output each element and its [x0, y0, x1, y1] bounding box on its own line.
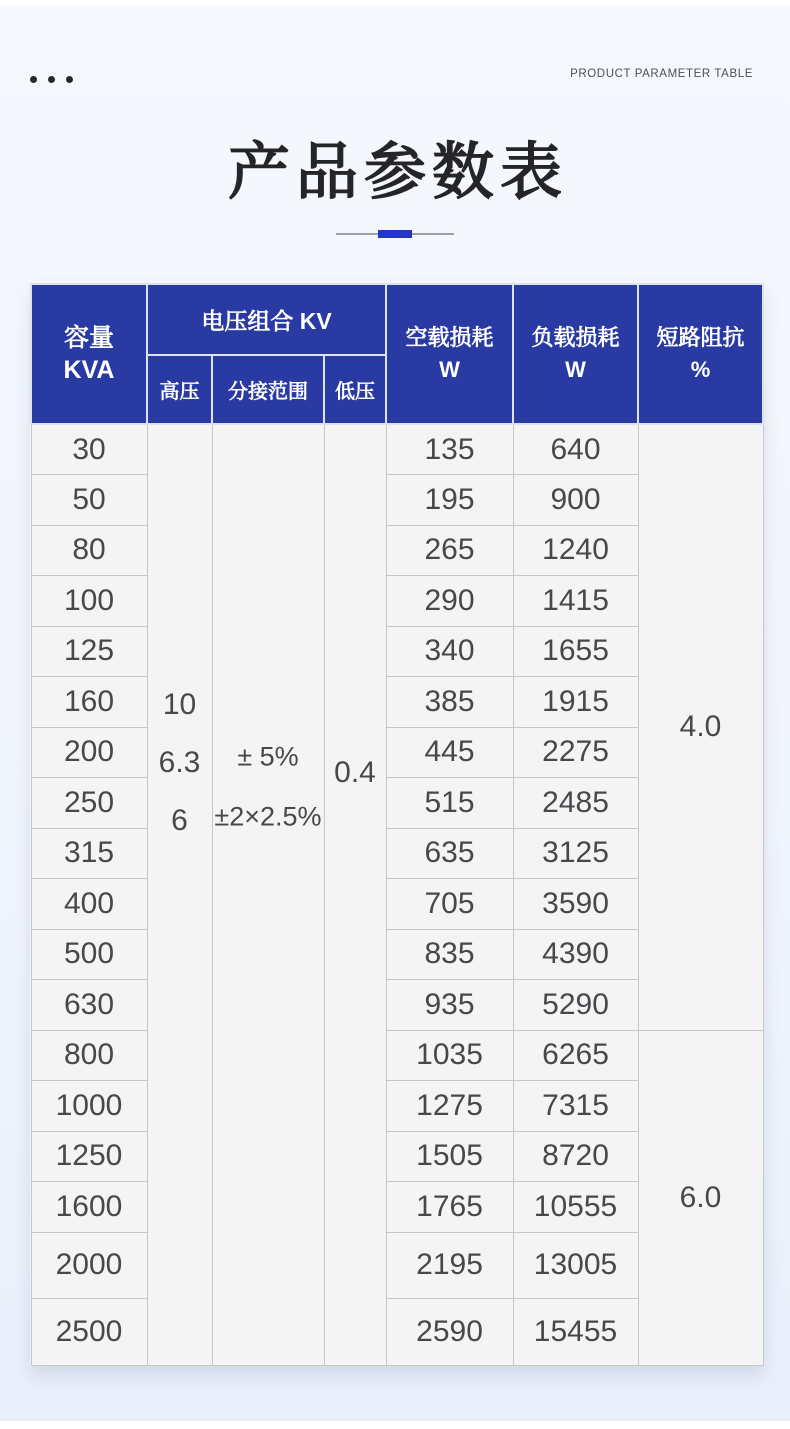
dot-icon — [48, 76, 55, 83]
header-no-load-line1: 空载损耗 — [405, 325, 494, 351]
load-loss-cell: 1655 — [513, 626, 638, 677]
capacity-cell: 500 — [31, 929, 147, 980]
parameter-table — [30, 283, 764, 1366]
merged-value: ±2×2.5% — [214, 801, 322, 832]
capacity-cell: 630 — [31, 980, 147, 1031]
capacity-cell: 2000 — [31, 1232, 147, 1299]
header-impedance — [638, 284, 763, 424]
hv-merged-cell — [147, 424, 212, 1365]
header-voltage-group: 电压组合 KV — [147, 284, 386, 355]
merged-value: 0.4 — [334, 755, 376, 789]
capacity-cell: 80 — [31, 525, 147, 576]
load-loss-cell: 900 — [513, 475, 638, 526]
table-row — [31, 424, 763, 475]
capacity-cell: 250 — [31, 778, 147, 829]
no-load-loss-cell: 515 — [386, 778, 513, 829]
header-row-1 — [31, 284, 763, 355]
load-loss-cell: 1415 — [513, 576, 638, 627]
dot-icon — [66, 76, 73, 83]
load-loss-cell: 1915 — [513, 677, 638, 728]
merged-value: 6 — [171, 804, 188, 838]
merged-value: 10 — [162, 688, 197, 722]
load-loss-cell: 3125 — [513, 828, 638, 879]
no-load-loss-cell: 1035 — [386, 1030, 513, 1081]
title-divider — [0, 227, 790, 239]
load-loss-cell: 13005 — [513, 1232, 638, 1299]
capacity-cell: 2500 — [31, 1299, 147, 1366]
no-load-loss-cell: 1275 — [386, 1081, 513, 1132]
header-load-loss — [513, 284, 638, 424]
header-impedance-line1: 短路阻抗 — [656, 325, 745, 351]
table-body — [31, 424, 763, 1365]
no-load-loss-cell: 2195 — [386, 1232, 513, 1299]
capacity-cell: 400 — [31, 879, 147, 930]
capacity-cell: 100 — [31, 576, 147, 627]
capacity-cell: 50 — [31, 475, 147, 526]
capacity-cell: 30 — [31, 424, 147, 475]
load-loss-cell: 7315 — [513, 1081, 638, 1132]
load-loss-cell: 2485 — [513, 778, 638, 829]
divider-accent-bar — [378, 230, 412, 238]
merged-value: 6.3 — [158, 746, 201, 780]
no-load-loss-cell: 935 — [386, 980, 513, 1031]
dot-icon — [30, 76, 37, 83]
header-no-load-line2: W — [439, 357, 460, 382]
capacity-cell: 1600 — [31, 1182, 147, 1233]
merged-value: ± 5% — [237, 741, 299, 772]
capacity-cell: 1250 — [31, 1131, 147, 1182]
no-load-loss-cell: 195 — [386, 475, 513, 526]
no-load-loss-cell: 340 — [386, 626, 513, 677]
no-load-loss-cell: 385 — [386, 677, 513, 728]
impedance-cell: 6.0 — [638, 1030, 763, 1365]
table-row — [31, 1030, 763, 1081]
capacity-cell: 200 — [31, 727, 147, 778]
parameter-table-container — [30, 283, 764, 1366]
header-load-line2: W — [565, 357, 586, 382]
load-loss-cell: 15455 — [513, 1299, 638, 1366]
load-loss-cell: 4390 — [513, 929, 638, 980]
load-loss-cell: 1240 — [513, 525, 638, 576]
no-load-loss-cell: 835 — [386, 929, 513, 980]
table-header — [31, 284, 763, 424]
eyebrow-label: PRODUCT PARAMETER TABLE — [570, 68, 753, 80]
no-load-loss-cell: 445 — [386, 727, 513, 778]
impedance-cell: 4.0 — [638, 424, 763, 1030]
no-load-loss-cell: 705 — [386, 879, 513, 930]
no-load-loss-cell: 265 — [386, 525, 513, 576]
no-load-loss-cell: 635 — [386, 828, 513, 879]
header-load-line1: 负载损耗 — [531, 325, 620, 351]
header-capacity — [31, 284, 147, 424]
header-hv: 高压 — [147, 355, 212, 424]
capacity-cell: 160 — [31, 677, 147, 728]
page-title: 产品参数表 — [227, 138, 568, 207]
no-load-loss-cell: 2590 — [386, 1299, 513, 1366]
header-capacity-line2: KVA — [63, 356, 115, 384]
hv-merged-cell-values — [148, 690, 212, 836]
header-lv: 低压 — [324, 355, 386, 424]
header-no-load-loss — [386, 284, 513, 424]
header-tap-range: 分接范围 — [212, 355, 324, 424]
tap-merged-cell-values — [213, 743, 324, 830]
capacity-cell: 1000 — [31, 1081, 147, 1132]
load-loss-cell: 2275 — [513, 727, 638, 778]
no-load-loss-cell: 1505 — [386, 1131, 513, 1182]
no-load-loss-cell: 290 — [386, 576, 513, 627]
load-loss-cell: 3590 — [513, 879, 638, 930]
load-loss-cell: 640 — [513, 424, 638, 475]
lv-merged-cell-values — [325, 755, 386, 789]
capacity-cell: 800 — [31, 1030, 147, 1081]
no-load-loss-cell: 135 — [386, 424, 513, 475]
load-loss-cell: 6265 — [513, 1030, 638, 1081]
no-load-loss-cell: 1765 — [386, 1182, 513, 1233]
load-loss-cell: 10555 — [513, 1182, 638, 1233]
load-loss-cell: 5290 — [513, 980, 638, 1031]
capacity-cell: 125 — [31, 626, 147, 677]
capacity-cell: 315 — [31, 828, 147, 879]
header-impedance-line2: % — [690, 357, 711, 382]
three-dots-icon — [30, 76, 73, 83]
lv-merged-cell — [324, 424, 386, 1365]
load-loss-cell: 8720 — [513, 1131, 638, 1182]
header-capacity-line1: 容量 — [63, 323, 114, 352]
tap-merged-cell — [212, 424, 324, 1365]
